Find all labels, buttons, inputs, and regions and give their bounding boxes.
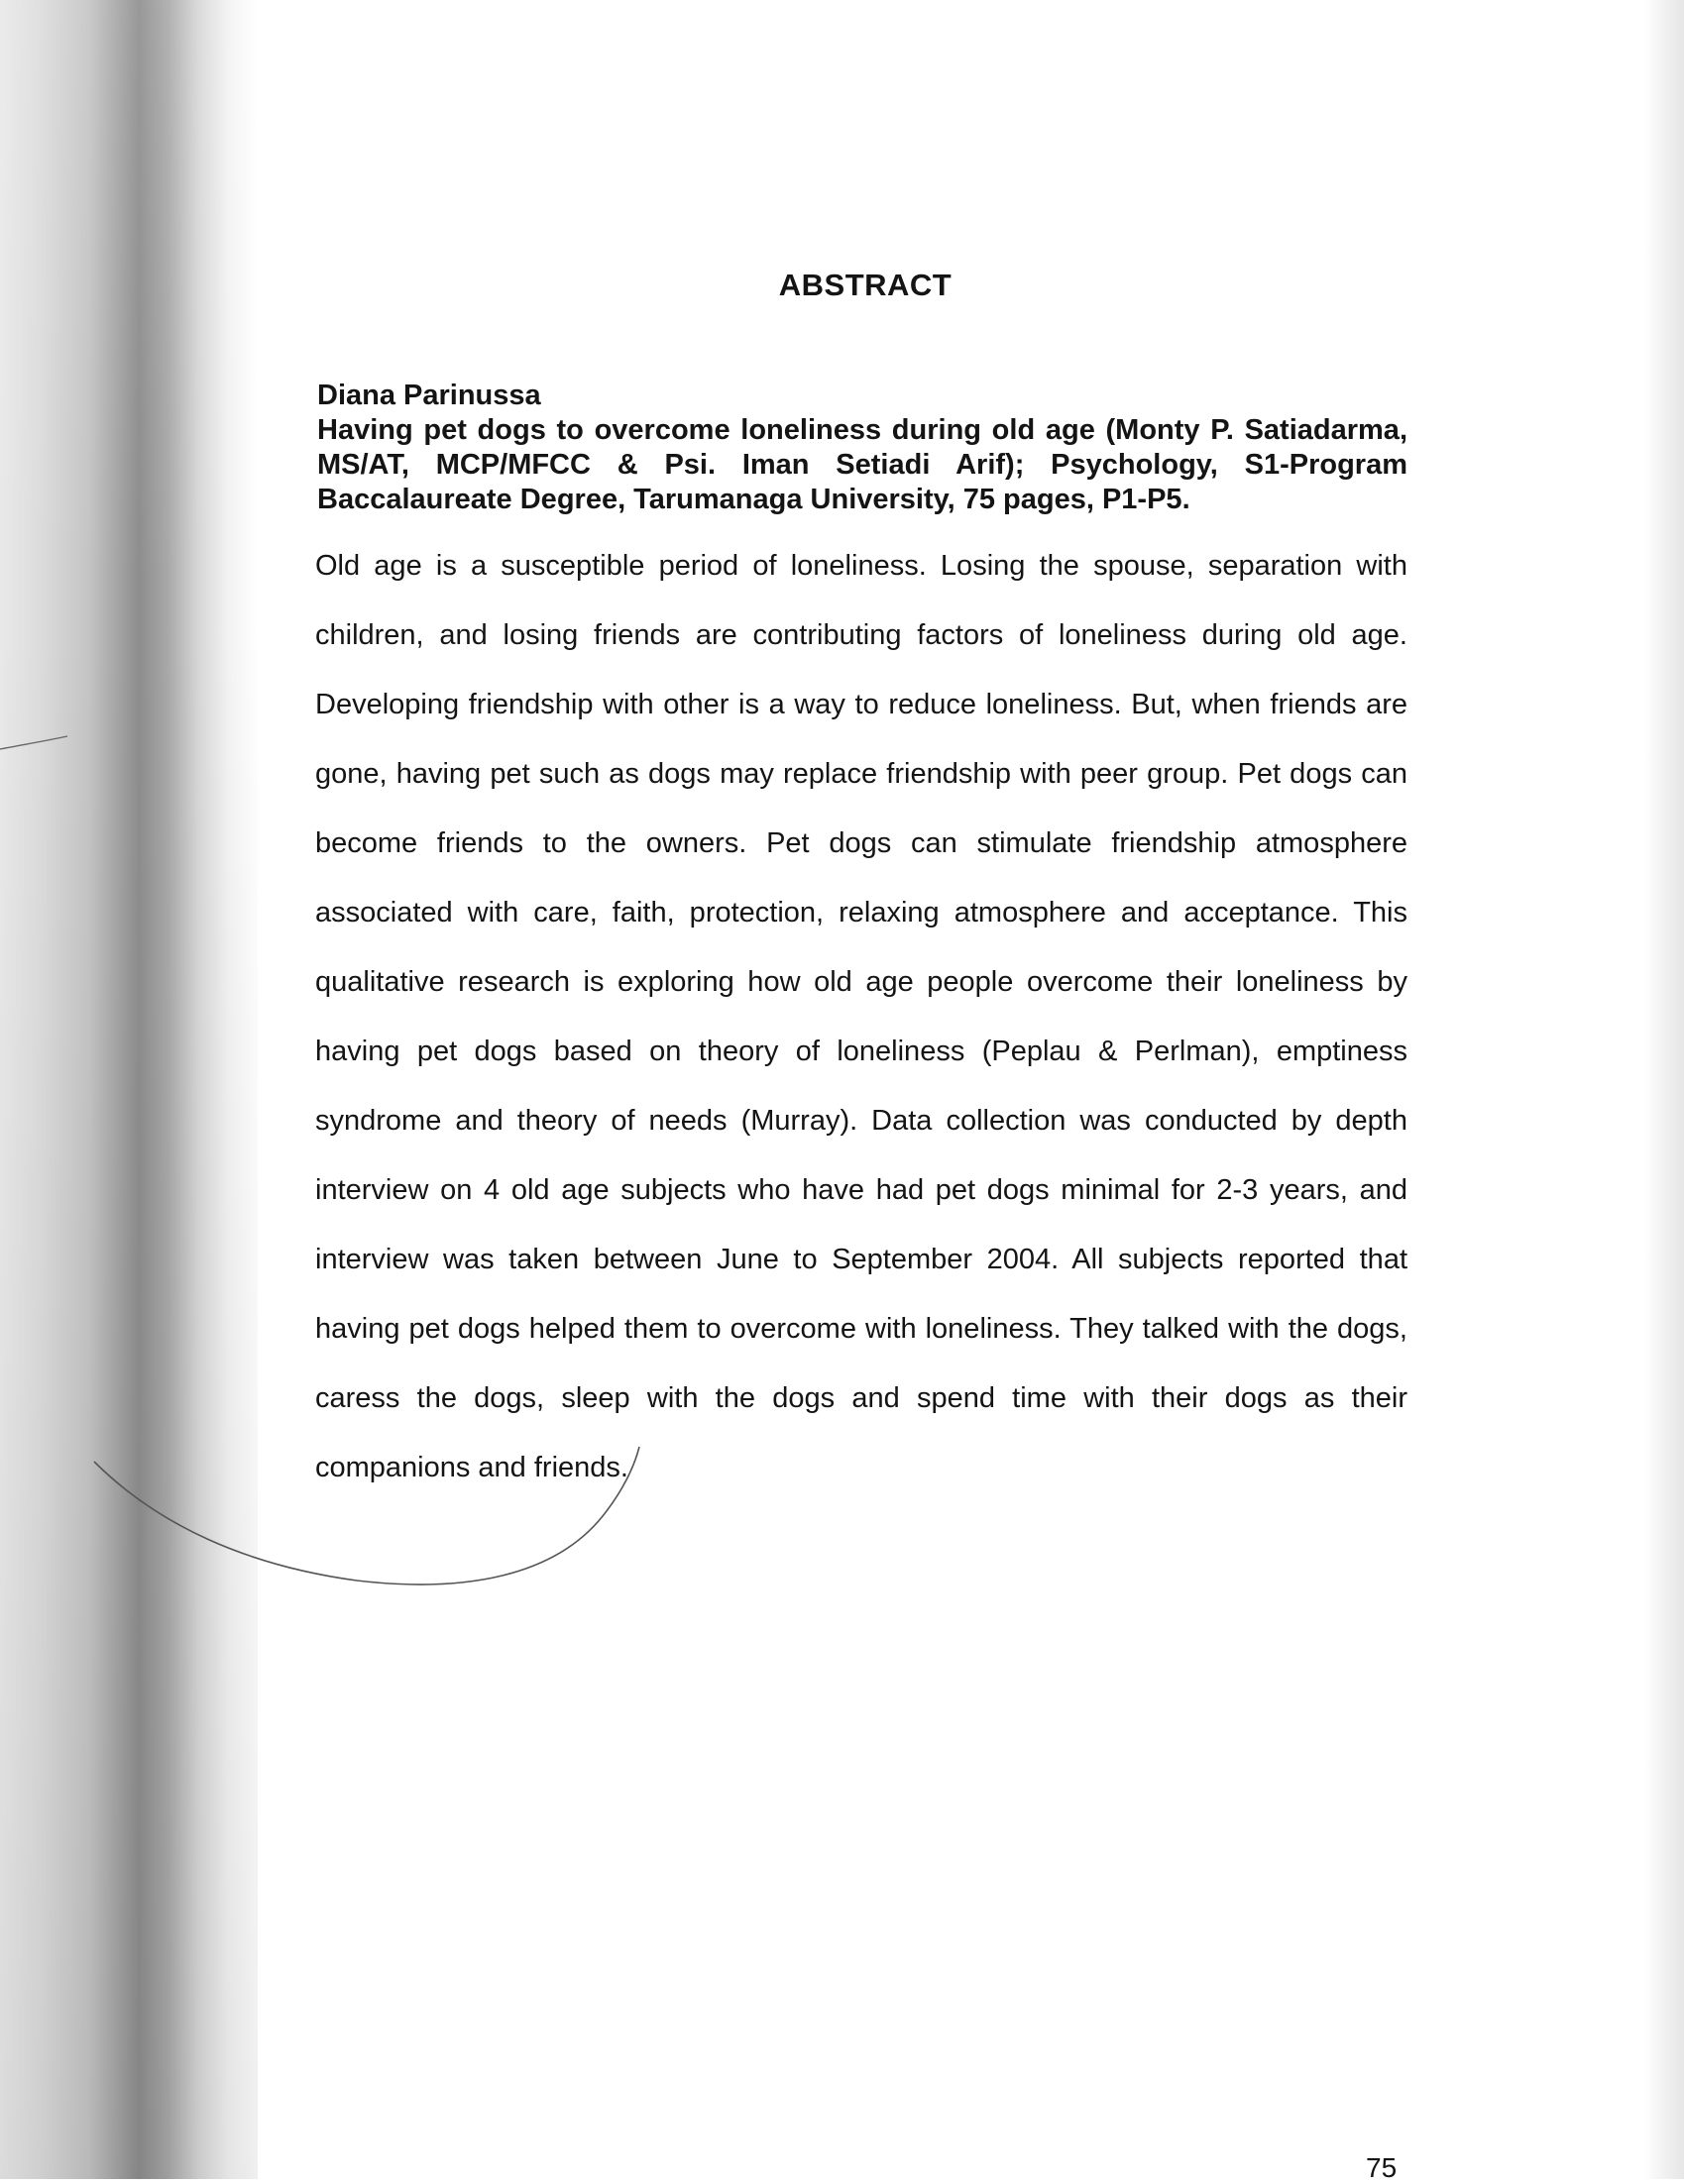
- citation-text: Having pet dogs to overcome loneliness during old age (Monty P. Satiadarma, MS/AT, MCP/MFCC & Psi. Iman Setiadi Arif); Psychology, S1-Program Baccalaureate Degree, Tarumanaga University, 75 pages, P1-P5.: [317, 414, 1407, 515]
- binding-shadow: [0, 0, 258, 2179]
- page-edge-shadow: [1644, 0, 1684, 2179]
- abstract-heading: ABSTRACT: [778, 268, 953, 302]
- page-number: 75: [1366, 2152, 1398, 2183]
- author-name: Diana Parinussa: [317, 380, 541, 411]
- citation-block: [317, 379, 1407, 517]
- document-page: [315, 268, 1407, 1502]
- abstract-body: Old age is a susceptible period of loneliness. Losing the spouse, separation with children, and losing friends are contributing factors of loneliness during old age. Developing friendship with other is a way to reduce loneliness. But, when friends are gone, having pet such as dogs may replace friendship with peer group. Pet dogs can become friends to the owners. Pet dogs can stimulate friendship atmosphere associated with care, faith, protection, relaxing atmosphere and acceptance. This qualitative research is exploring how old age people overcome their loneliness by having pet dogs based on theory of loneliness (Peplau & Perlman), emptiness syndrome and theory of needs (Murray). Data collection was conducted by depth interview on 4 old age subjects who have had pet dogs minimal for 2-3 years, and interview was taken between June to September 2004. All subjects reported that having pet dogs helped them to overcome with loneliness. They talked with the dogs, caress the dogs, sleep with the dogs and spend time with their dogs as their companions and friends.: [315, 550, 1407, 1483]
